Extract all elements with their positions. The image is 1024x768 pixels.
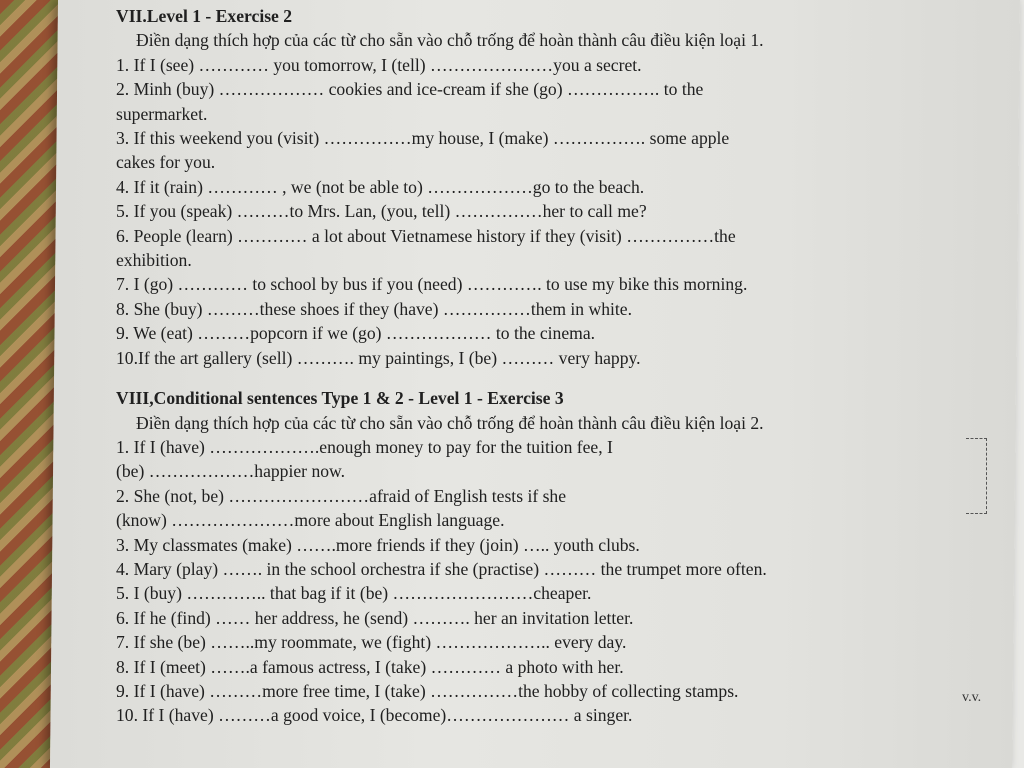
exercise-line: 3. My classmates (make) …….more friends if they (join) ….. youth clubs. <box>116 534 640 555</box>
exercise-line: 1. If I (have) ……………….enough money to pay for the tuition fee, I <box>116 436 613 457</box>
margin-bracket-mark <box>966 438 987 514</box>
exercise-line: 10. If I (have) ………a good voice, I (become)………………… a singer. <box>116 705 633 726</box>
exercise-line: 10.If the art gallery (sell) ………. my paintings, I (be) ……… very happy. <box>116 347 641 368</box>
exercise-line: (know) …………………more about English language. <box>116 510 505 531</box>
exercise-line: 6. If he (find) …… her address, he (send) ………. her an invitation letter. <box>116 607 634 628</box>
section7-instruction: Điền dạng thích hợp của các từ cho sẵn vào chỗ trống để hoàn thành câu điều kiện loại 1. <box>136 30 764 51</box>
exercise-line: 6. People (learn) ………… a lot about Vietnamese history if they (visit) ……………the <box>116 225 736 246</box>
section8-title: VIII,Conditional sentences Type 1 & 2 - Level 1 - Exercise 3 <box>116 388 564 409</box>
exercise-line: 7. If she (be) ……..my roommate, we (fight) ……………….. every day. <box>116 632 627 653</box>
section8-instruction: Điền dạng thích hợp của các từ cho sẵn vào chỗ trống để hoàn thành câu điều kiện loại 2. <box>136 412 764 433</box>
section8-lines <box>116 435 936 728</box>
exercise-line: exhibition. <box>116 250 192 271</box>
exercise-line: 2. Minh (buy) ……………… cookies and ice-cream if she (go) ……………. to the <box>116 79 704 100</box>
exercise-line: 7. I (go) ………… to school by bus if you (need) …………. to use my bike this morning. <box>116 274 748 295</box>
exercise-line: (be) ………………happier now. <box>116 461 345 482</box>
exercise-line: supermarket. <box>116 103 208 124</box>
exercise-line: 8. She (buy) ………these shoes if they (have) ……………them in white. <box>116 298 632 319</box>
exercise-line: 2. She (not, be) ……………………afraid of English tests if she <box>116 485 567 506</box>
margin-note: v.v. <box>962 690 982 705</box>
exercise-line: 5. If you (speak) ………to Mrs. Lan, (you, tell) ……………her to call me? <box>116 201 647 222</box>
exercise-line: 4. If it (rain) ………… , we (not be able to) ………………go to the beach. <box>116 176 645 197</box>
exercise-line: 1. If I (see) ………… you tomorrow, I (tell) …………………you a secret. <box>116 54 642 75</box>
section7-title: VII.Level 1 - Exercise 2 <box>116 6 293 26</box>
exercise-line: 3. If this weekend you (visit) ……………my house, I (make) ……………. some apple <box>116 128 730 149</box>
exercise-line: 9. We (eat) ………popcorn if we (go) ……………… to the cinema. <box>116 323 596 344</box>
exercise-line: 4. Mary (play) ……. in the school orchestra if she (practise) ……… the trumpet more often. <box>116 558 767 579</box>
exercise-line: 9. If I (have) ………more free time, I (take) ……………the hobby of collecting stamps. <box>116 680 739 701</box>
section7-lines <box>116 53 936 370</box>
exercise-line: 8. If I (meet) …….a famous actress, I (take) ………… a photo with her. <box>116 656 624 677</box>
exercise-line: 5. I (buy) ………….. that bag if it (be) ……………………cheaper. <box>116 583 592 604</box>
exercise-line: cakes for you. <box>116 152 216 173</box>
worksheet-content <box>116 4 936 728</box>
